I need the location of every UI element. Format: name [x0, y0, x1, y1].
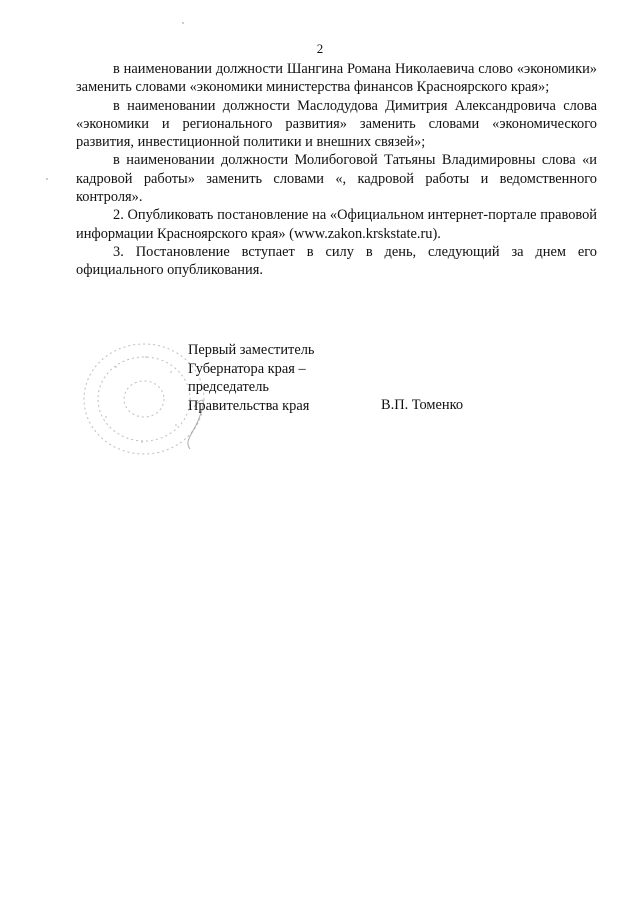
- paragraph-molibogova: в наименовании должности Молибоговой Татьяны Владимировны слова «и кадровой работы» заменить словами «, кадровой работы и ведомственного контроля».: [76, 152, 597, 206]
- paragraph-effective: 3. Постановление вступает в силу в день, следующий за днем его официального опубликования.: [76, 243, 597, 279]
- paragraph-publish: 2. Опубликовать постановление на «Официальном интернет-портале правовой информации Красноярского края» (www.zakon.krskstate.ru).: [76, 207, 597, 242]
- page-number: 2: [316, 41, 324, 56]
- signatory-title-line: Правительства края: [188, 397, 310, 414]
- signatory-title-line: Губернатора края –: [188, 360, 306, 377]
- document-body: [76, 60, 597, 280]
- scan-speck: [46, 178, 48, 180]
- paragraph-maslodudov: в наименовании должности Маслодудова Димитрия Александровича слова «экономики и регионального развития» заменить словами «экономического развития, инвестиционной политики и внешних связей»;: [76, 97, 597, 151]
- paragraph-shangin: в наименовании должности Шангина Романа Николаевича слово «экономики» заменить словами «экономики министерства финансов Красноярского края»;: [76, 61, 597, 96]
- signatory-name: В.П. Томенко: [381, 397, 464, 413]
- scan-speck: [182, 22, 184, 24]
- signatory-title-line: Первый заместитель: [188, 342, 315, 358]
- signatory-title-line: председатель: [188, 379, 269, 395]
